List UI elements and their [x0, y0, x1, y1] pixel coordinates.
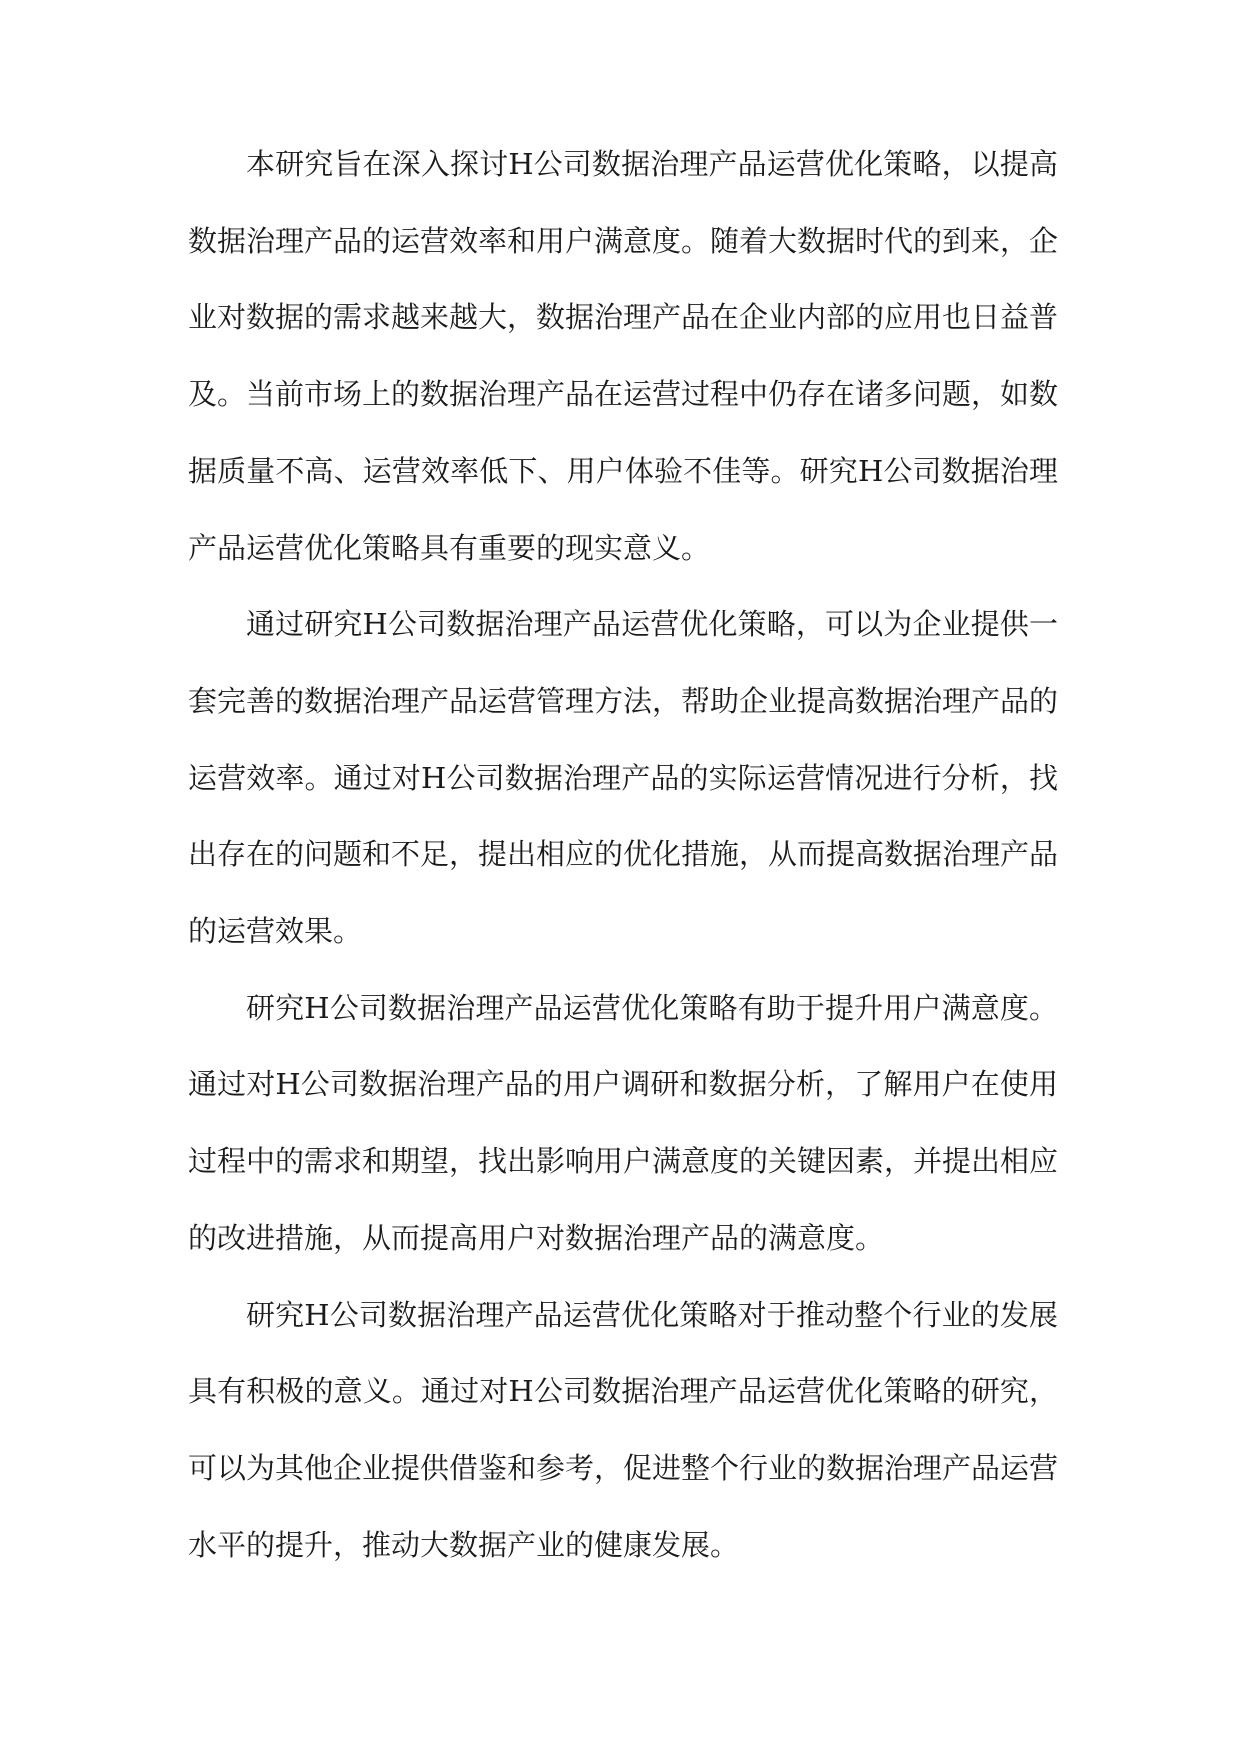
paragraph-4: 研究H公司数据治理产品运营优化策略对于推动整个行业的发展具有积极的意义。通过对H公司数据治理产品运营优化策略的研究，可以为其他企业提供借鉴和参考，促进整个行业的数据治理产品运营水平的提升，推动大数据产业的健康发展。	[188, 1297, 1059, 1562]
paragraph-3: 研究H公司数据治理产品运营优化策略有助于提升用户满意度。通过对H公司数据治理产品的用户调研和数据分析，了解用户在使用过程中的需求和期望，找出影响用户满意度的关键因素，并提出相应的改进措施，从而提高用户对数据治理产品的满意度。	[188, 990, 1059, 1255]
paragraph-2: 通过研究H公司数据治理产品运营优化策略，可以为企业提供一套完善的数据治理产品运营管理方法，帮助企业提高数据治理产品的运营效率。通过对H公司数据治理产品的实际运营情况进行分析，找出存在的问题和不足，提出相应的优化措施，从而提高数据治理产品的运营效果。	[188, 607, 1059, 949]
body-text	[188, 126, 1058, 1583]
paragraph-1: 本研究旨在深入探讨H公司数据治理产品运营优化策略，以提高数据治理产品的运营效率和用户满意度。随着大数据时代的到来，企业对数据的需求越来越大，数据治理产品在企业内部的应用也日益普及。当前市场上的数据治理产品在运营过程中仍存在诸多问题，如数据质量不高、运营效率低下、用户体验不佳等。研究H公司数据治理产品运营优化策略具有重要的现实意义。	[188, 147, 1059, 565]
